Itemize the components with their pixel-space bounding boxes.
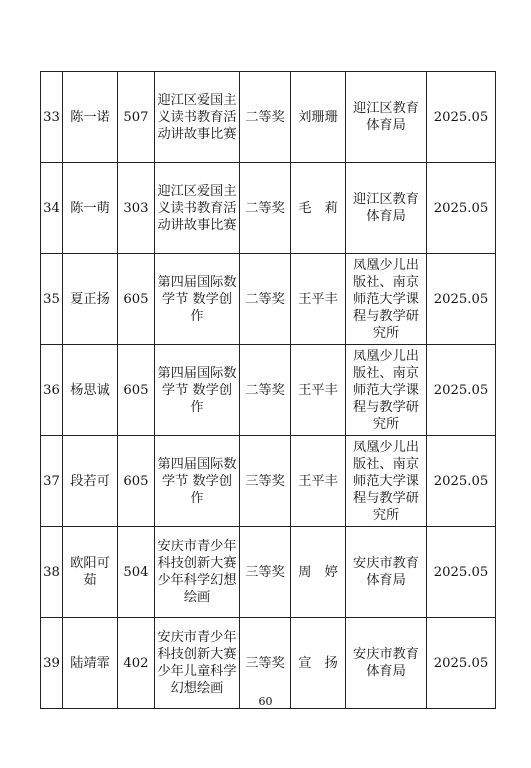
class-number: 507 [118,72,155,163]
teacher-name: 周 婷 [291,527,346,618]
award-level: 三等奖 [240,436,291,527]
competition-name: 第四届国际数学节 数学创作 [155,254,240,345]
table-row [41,345,496,436]
page-number: 60 [258,695,273,708]
student-name: 陈一萌 [63,163,118,254]
award-date: 2025.05 [427,72,496,163]
table-row [41,436,496,527]
awards-table [40,71,496,709]
class-number: 504 [118,527,155,618]
award-date: 2025.05 [427,254,496,345]
row-number: 39 [41,618,63,709]
row-number: 37 [41,436,63,527]
award-level: 三等奖 [240,618,291,709]
organizer: 安庆市教育体育局 [346,618,427,709]
teacher-name: 王平丰 [291,345,346,436]
organizer: 迎江区教育体育局 [346,163,427,254]
teacher-name: 宣 扬 [291,618,346,709]
student-name: 陆靖霏 [63,618,118,709]
row-number: 36 [41,345,63,436]
organizer: 凤凰少儿出版社、南京师范大学课程与教学研究所 [346,436,427,527]
competition-name: 迎江区爱国主义读书教育活动讲故事比赛 [155,163,240,254]
organizer: 安庆市教育体育局 [346,527,427,618]
teacher-name: 王平丰 [291,436,346,527]
student-name: 欧阳可茹 [63,527,118,618]
student-name: 段若可 [63,436,118,527]
row-number: 34 [41,163,63,254]
row-number: 33 [41,72,63,163]
organizer: 凤凰少儿出版社、南京师范大学课程与教学研究所 [346,345,427,436]
class-number: 605 [118,254,155,345]
award-level: 三等奖 [240,527,291,618]
table-row [41,163,496,254]
award-date: 2025.05 [427,163,496,254]
teacher-name: 毛 莉 [291,163,346,254]
table-row [41,527,496,618]
row-number: 38 [41,527,63,618]
teacher-name: 刘珊珊 [291,72,346,163]
class-number: 402 [118,618,155,709]
teacher-name: 王平丰 [291,254,346,345]
organizer: 凤凰少儿出版社、南京师范大学课程与教学研究所 [346,254,427,345]
competition-name: 安庆市青少年科技创新大赛少年科学幻想绘画 [155,527,240,618]
award-level: 二等奖 [240,163,291,254]
student-name: 杨思诚 [63,345,118,436]
award-date: 2025.05 [427,345,496,436]
organizer: 迎江区教育体育局 [346,72,427,163]
row-number: 35 [41,254,63,345]
award-date: 2025.05 [427,618,496,709]
student-name: 夏正扬 [63,254,118,345]
competition-name: 第四届国际数学节 数学创作 [155,345,240,436]
award-level: 二等奖 [240,345,291,436]
competition-name: 安庆市青少年科技创新大赛少年儿童科学幻想绘画 [155,618,240,709]
class-number: 303 [118,163,155,254]
class-number: 605 [118,436,155,527]
competition-name: 第四届国际数学节 数学创作 [155,436,240,527]
table-row [41,254,496,345]
award-level: 二等奖 [240,72,291,163]
award-level: 二等奖 [240,254,291,345]
award-date: 2025.05 [427,436,496,527]
table-row [41,72,496,163]
student-name: 陈一诺 [63,72,118,163]
competition-name: 迎江区爱国主义读书教育活动讲故事比赛 [155,72,240,163]
award-date: 2025.05 [427,527,496,618]
class-number: 605 [118,345,155,436]
